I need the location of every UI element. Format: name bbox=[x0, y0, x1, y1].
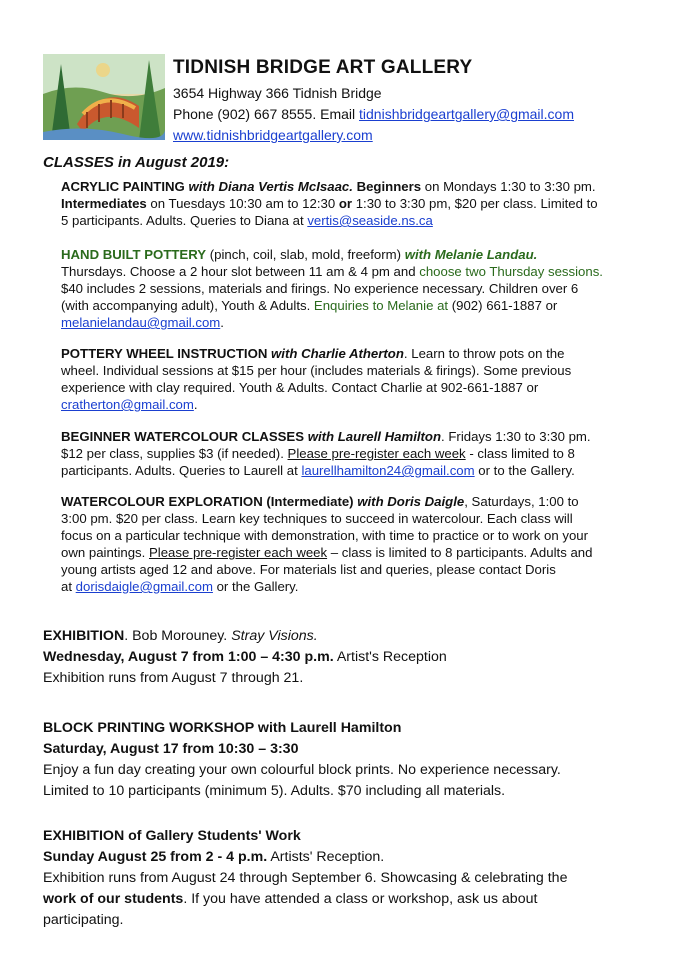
text-line bbox=[61, 578, 661, 595]
text-span: $12 per class, supplies $3 (if needed). bbox=[61, 446, 288, 461]
gallery-email-link[interactable]: tidnishbridgeartgallery@gmail.com bbox=[359, 106, 574, 122]
text-line: participating. bbox=[43, 912, 124, 928]
text-line: $40 includes 2 sessions, materials and firings. No experience necessary. Children over 6 bbox=[61, 281, 579, 296]
block-printing-workshop bbox=[43, 718, 653, 802]
text-line bbox=[61, 212, 661, 229]
class-title: WATERCOLOUR EXPLORATION (Intermediate) bbox=[61, 494, 354, 509]
text-span: (pinch, coil, slab, mold, freeform) bbox=[206, 247, 405, 262]
text-span: BLOCK PRINTING WORKSHOP with Laurell Hamilton bbox=[43, 720, 402, 736]
text-span: - class limited to 8 bbox=[465, 446, 575, 461]
instructor: with Doris Daigle bbox=[357, 494, 465, 509]
text-line bbox=[61, 345, 661, 362]
text-span: (902) 661-1887 or bbox=[448, 298, 558, 313]
text-span: Artist's Reception bbox=[333, 649, 447, 665]
text-span: own paintings. bbox=[61, 545, 149, 560]
text-span: choose two Thursday sessions. bbox=[419, 264, 603, 279]
text-span: work of our students bbox=[43, 891, 184, 907]
text-line: young artists aged 12 and above. For materials list and queries, please contact Doris bbox=[61, 562, 556, 577]
exhibition-bob-morouney bbox=[43, 626, 653, 689]
exhibition-students-work bbox=[43, 826, 653, 931]
text-span: . Bob Morouney. bbox=[124, 628, 232, 644]
instructor: with Melanie Landau. bbox=[404, 247, 538, 262]
gallery-title: TIDNISH BRIDGE ART GALLERY bbox=[173, 57, 473, 78]
text-span: . Learn to throw pots on the bbox=[403, 346, 565, 361]
text-span: EXHIBITION of Gallery Students' Work bbox=[43, 828, 301, 844]
doris-email-link[interactable]: dorisdaigle@gmail.com bbox=[75, 579, 213, 594]
text-span: – class is limited to 8 participants. Adults and bbox=[327, 545, 593, 560]
text-span: Wednesday, August 7 from 1:00 – 4:30 p.m. bbox=[43, 649, 334, 665]
text-line bbox=[61, 297, 661, 314]
class-title: HAND BUILT POTTERY bbox=[61, 247, 207, 262]
gallery-website-link[interactable]: www.tidnishbridgeartgallery.com bbox=[173, 127, 373, 143]
acrylic-painting-class bbox=[61, 178, 661, 229]
text-line: experience with clay required. Youth & Adults. Contact Charlie at 902-661-1887 or bbox=[61, 380, 539, 395]
melanie-email-link[interactable]: melanielandau@gmail.com bbox=[61, 315, 221, 330]
text-line bbox=[61, 428, 661, 445]
text-span: . If you have attended a class or workshop, ask us about bbox=[183, 891, 538, 907]
watercolour-exploration-class bbox=[61, 493, 661, 595]
class-title: BEGINNER WATERCOLOUR CLASSES bbox=[61, 429, 305, 444]
text-span: EXHIBITION bbox=[43, 628, 125, 644]
text-span: Please pre-register each week bbox=[148, 545, 328, 560]
laurell-email-link[interactable]: laurellhamilton24@gmail.com bbox=[301, 463, 475, 478]
charlie-email-link[interactable]: cratherton@gmail.com bbox=[61, 397, 194, 412]
event-date bbox=[43, 739, 653, 760]
diana-email-link[interactable]: vertis@seaside.ns.ca bbox=[307, 213, 433, 228]
text-span: Stray Visions. bbox=[231, 628, 318, 644]
class-title: ACRYLIC PAINTING bbox=[61, 179, 185, 194]
text-line bbox=[61, 263, 661, 280]
text-line: focus on a particular technique with demonstration, with time to practice or to work on your bbox=[61, 528, 589, 543]
text-span: . bbox=[220, 315, 224, 330]
gallery-header bbox=[43, 54, 643, 146]
text-line bbox=[61, 396, 661, 413]
instructor: with Diana Vertis McIsaac. bbox=[188, 179, 353, 194]
text-span: 1:30 to 3:30 pm, $20 per class. Limited to bbox=[352, 196, 598, 211]
gallery-address: 3654 Highway 366 Tidnish Bridge bbox=[173, 85, 382, 101]
text-line: Exhibition runs from August 7 through 21. bbox=[43, 670, 304, 686]
gallery-contact bbox=[173, 105, 574, 123]
pottery-wheel-class bbox=[61, 345, 661, 413]
phone-text: Phone (902) 667 8555. Email bbox=[173, 106, 360, 122]
text-span: (with accompanying adult), Youth & Adults. bbox=[61, 298, 314, 313]
text-line bbox=[43, 889, 653, 910]
text-span: Sunday August 25 from 2 - 4 p.m. bbox=[43, 849, 268, 865]
text-span: at bbox=[61, 579, 76, 594]
text-span: Saturday, August 17 from 10:30 – 3:30 bbox=[43, 741, 299, 757]
text-span: . Fridays 1:30 to 3:30 pm. bbox=[441, 429, 591, 444]
text-line bbox=[61, 246, 661, 263]
level-label: Intermediates bbox=[61, 196, 147, 211]
section-title bbox=[43, 718, 653, 739]
hand-built-pottery-class bbox=[61, 246, 661, 331]
text-line bbox=[61, 178, 661, 195]
text-span: . bbox=[193, 397, 198, 412]
text-span: on Mondays 1:30 to 3:30 pm. bbox=[421, 179, 596, 194]
classes-heading: CLASSES in August 2019: bbox=[43, 154, 230, 171]
text-span: on Tuesdays 10:30 am to 12:30 bbox=[146, 196, 339, 211]
section-title bbox=[43, 626, 653, 647]
text-line: Enjoy a fun day creating your own colourful block prints. No experience necessary. bbox=[43, 762, 561, 778]
text-line bbox=[61, 314, 661, 331]
text-span: Thursdays. Choose a 2 hour slot between 11 am & 4 pm and bbox=[61, 264, 420, 279]
text-span: 5 participants. Adults. Queries to Diana at bbox=[61, 213, 308, 228]
instructor: with Laurell Hamilton bbox=[307, 429, 442, 444]
text-span: Artists' Reception. bbox=[267, 849, 385, 865]
text-line: 3:00 pm. $20 per class. Learn key techniques to succeed in watercolour. Each class will bbox=[61, 511, 573, 526]
text-span: or bbox=[338, 196, 353, 211]
event-date bbox=[43, 847, 653, 868]
text-line: Exhibition runs from August 24 through September 6. Showcasing & celebrating the bbox=[43, 870, 568, 886]
text-line bbox=[61, 445, 661, 462]
text-line: Limited to 10 participants (minimum 5). Adults. $70 including all materials. bbox=[43, 783, 506, 799]
beginner-watercolour-class bbox=[61, 428, 661, 479]
text-line bbox=[61, 195, 661, 212]
gallery-website-link-line bbox=[173, 126, 373, 144]
text-span: or to the Gallery. bbox=[474, 463, 575, 478]
section-title bbox=[43, 826, 653, 847]
watercolor-painting-of-bridge-icon bbox=[43, 54, 165, 140]
level-label: Beginners bbox=[356, 179, 422, 194]
text-span: Please pre-register each week bbox=[287, 446, 466, 461]
text-line bbox=[61, 544, 661, 561]
text-line bbox=[61, 493, 661, 510]
event-date bbox=[43, 647, 653, 668]
text-span: , Saturdays, 1:00 to bbox=[464, 494, 579, 509]
text-span: participants. Adults. Queries to Laurell at bbox=[61, 463, 302, 478]
text-line bbox=[61, 462, 661, 479]
text-span: or the Gallery. bbox=[212, 579, 299, 594]
instructor: with Charlie Atherton bbox=[271, 346, 404, 361]
text-line: wheel. Individual sessions at $15 per hour (includes materials & firings). Some previous bbox=[61, 363, 572, 378]
class-title: POTTERY WHEEL INSTRUCTION bbox=[61, 346, 268, 361]
text-span: Enquiries to Melanie at bbox=[313, 298, 449, 313]
